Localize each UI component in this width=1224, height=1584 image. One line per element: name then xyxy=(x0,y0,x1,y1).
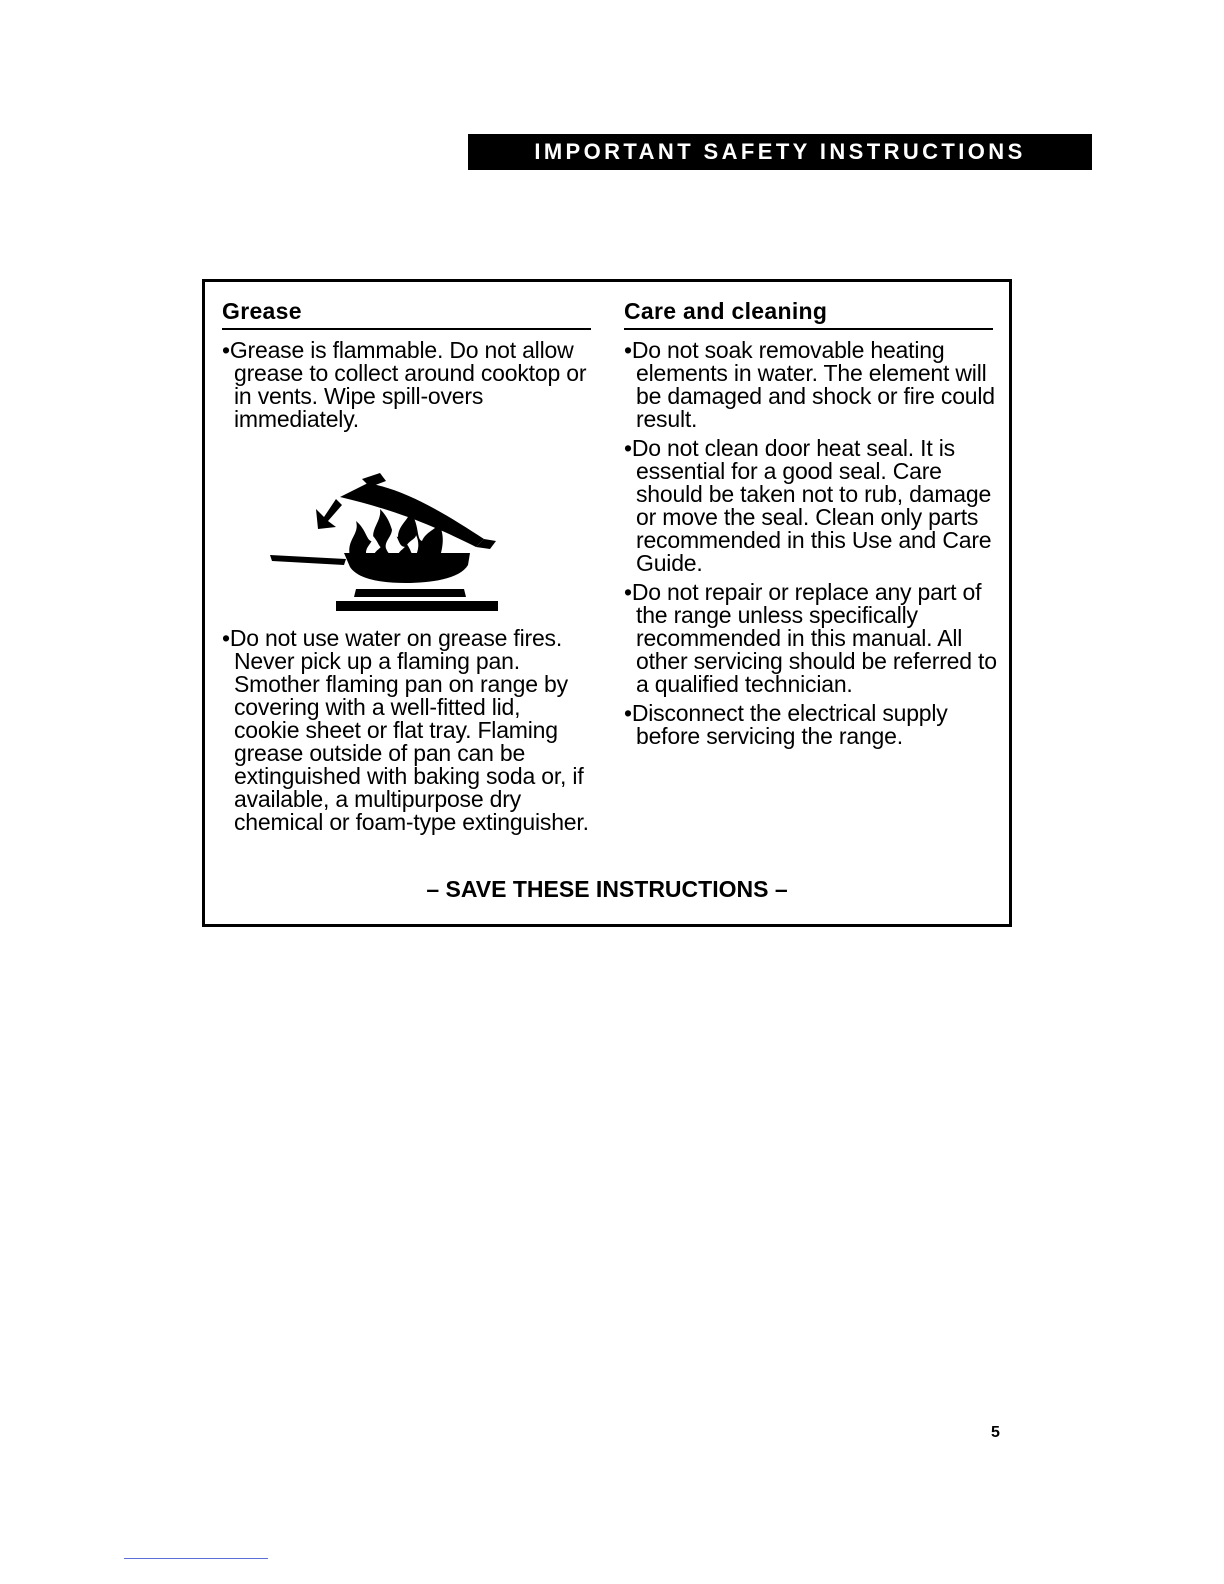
care-bullet-2: •Do not clean door heat seal. It is essential for a good seal. Care should be taken not to rub, damage or move the seal. Clean only parts recommended in this Use and Care Guide. xyxy=(624,435,992,576)
save-instructions: – SAVE THESE INSTRUCTIONS – xyxy=(426,876,788,902)
grease-column xyxy=(222,296,591,834)
care-column xyxy=(624,296,1008,748)
grease-bullet-2: •Do not use water on grease fires. Never pick up a flaming pan. Smother flaming pan on range by covering with a well-fitted lid, cookie sheet or flat tray. Flaming grease outside of pan can be extinguished with baking soda or, if available, a multipurpose dry chemical or foam-type extinguisher. xyxy=(222,625,589,835)
care-bullet-4: •Disconnect the electrical supply before servicing the range. xyxy=(624,700,948,749)
pan-fire-lid-icon xyxy=(270,469,530,619)
footer-rule xyxy=(124,1558,268,1559)
grease-bullet-1: •Grease is flammable. Do not allow grease to collect around cooktop or in vents. Wipe spill-overs immediately. xyxy=(222,337,587,432)
care-bullet-1: •Do not soak removable heating elements in water. The element will be damaged and shock or fire could result. xyxy=(624,337,995,432)
safety-box xyxy=(202,279,1012,927)
grease-heading: Grease xyxy=(222,296,591,330)
page-number: 5 xyxy=(991,1424,1000,1441)
care-bullet-3: •Do not repair or replace any part of the range unless specifically recommended in this manual. All other servicing should be referred to a qualified technician. xyxy=(624,579,997,697)
safety-banner: IMPORTANT SAFETY INSTRUCTIONS xyxy=(468,134,1092,170)
care-heading: Care and cleaning xyxy=(624,296,993,330)
